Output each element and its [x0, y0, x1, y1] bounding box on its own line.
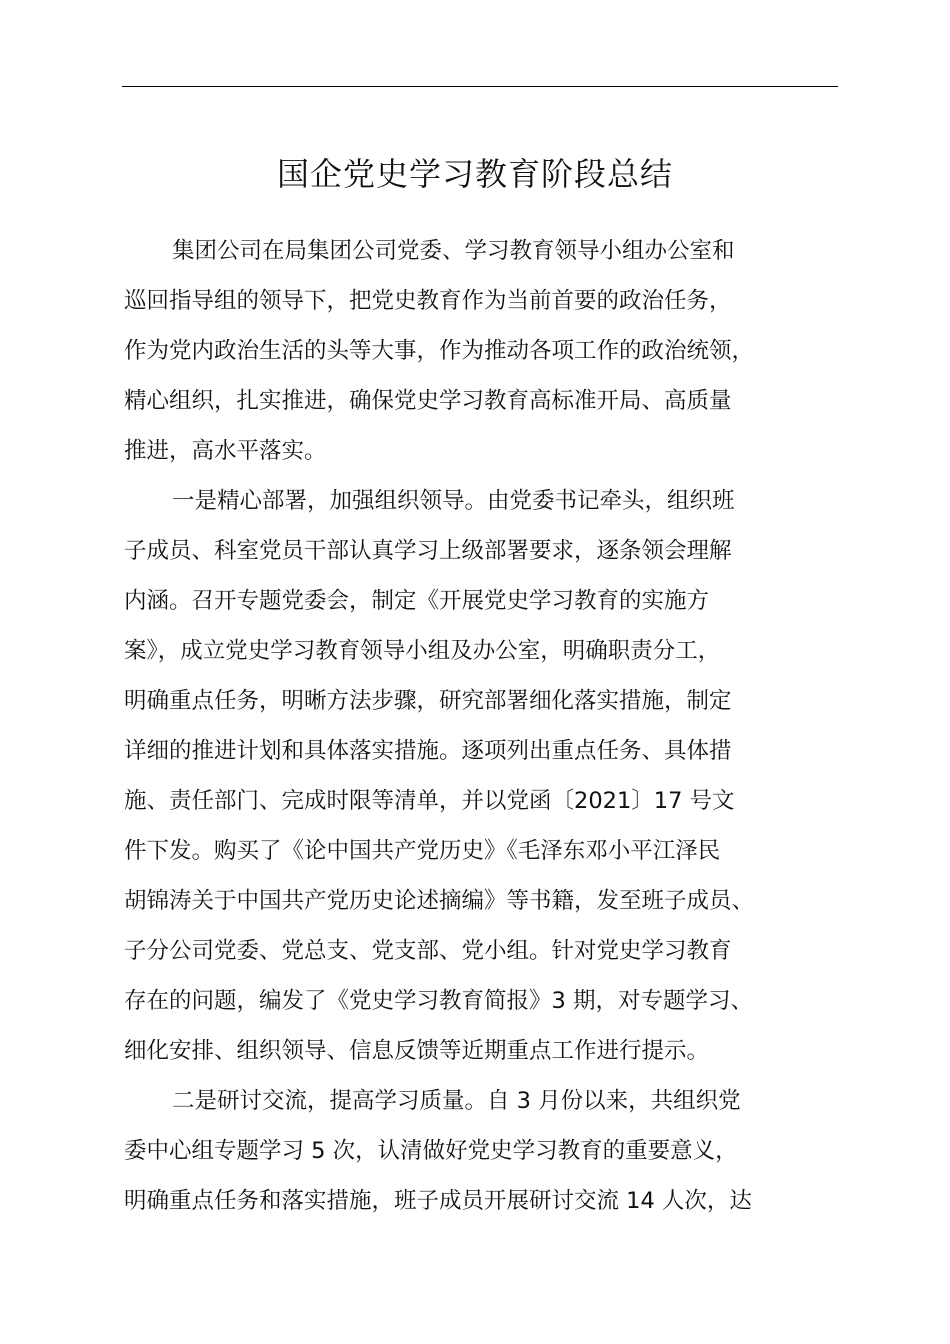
text-line: 推进，高水平落实。 — [124, 438, 327, 464]
document-title: 国企党史学习教育阶段总结 — [276, 155, 673, 193]
text-line: 集团公司在局集团公司党委、学习教育领导小组办公室和 — [172, 238, 735, 264]
text-line: 明确重点任务和落实措施，班子成员开展研讨交流 14 人次，达 — [124, 1188, 752, 1214]
text-line: 巡回指导组的领导下，把党史教育作为当前首要的政治任务， — [124, 288, 732, 314]
text-line: 施、责任部门、完成时限等清单，并以党函〔2021〕17 号文 — [124, 788, 735, 814]
text-line: 案》，成立党史学习教育领导小组及办公室，明确职责分工， — [124, 638, 721, 664]
text-line: 一是精心部署，加强组织领导。由党委书记牵头，组织班 — [172, 488, 735, 514]
text-line: 作为党内政治生活的头等大事，作为推动各项工作的政治统领， — [124, 338, 755, 364]
text-line: 子成员、科室党员干部认真学习上级部署要求，逐条领会理解 — [124, 538, 732, 564]
header-rule — [122, 86, 838, 87]
text-line: 精心组织，扎实推进，确保党史学习教育高标准开局、高质量 — [124, 388, 732, 414]
text-line: 子分公司党委、党总支、党支部、党小组。针对党史学习教育 — [124, 938, 732, 964]
text-line: 存在的问题，编发了《党史学习教育简报》3 期，对专题学习、 — [124, 988, 753, 1014]
text-line: 二是研讨交流，提高学习质量。自 3 月份以来，共组织党 — [172, 1088, 741, 1114]
text-line: 件下发。购买了《论中国共产党历史》《毛泽东邓小平江泽民 — [124, 838, 721, 864]
text-line: 内涵。召开专题党委会，制定《开展党史学习教育的实施方 — [124, 588, 710, 614]
text-line: 胡锦涛关于中国共产党历史论述摘编》等书籍，发至班子成员、 — [124, 888, 755, 914]
paragraph-deployment — [124, 476, 840, 1076]
text-line: 细化安排、组织领导、信息反馈等近期重点工作进行提示。 — [124, 1038, 710, 1064]
paragraph-intro — [124, 226, 840, 476]
paragraph-discussion — [124, 1076, 840, 1226]
text-line: 明确重点任务，明晰方法步骤，研究部署细化落实措施，制定 — [124, 688, 732, 714]
text-line: 详细的推进计划和具体落实措施。逐项列出重点任务、具体措 — [124, 738, 732, 764]
text-line: 委中心组专题学习 5 次，认清做好党史学习教育的重要意义， — [124, 1138, 738, 1164]
